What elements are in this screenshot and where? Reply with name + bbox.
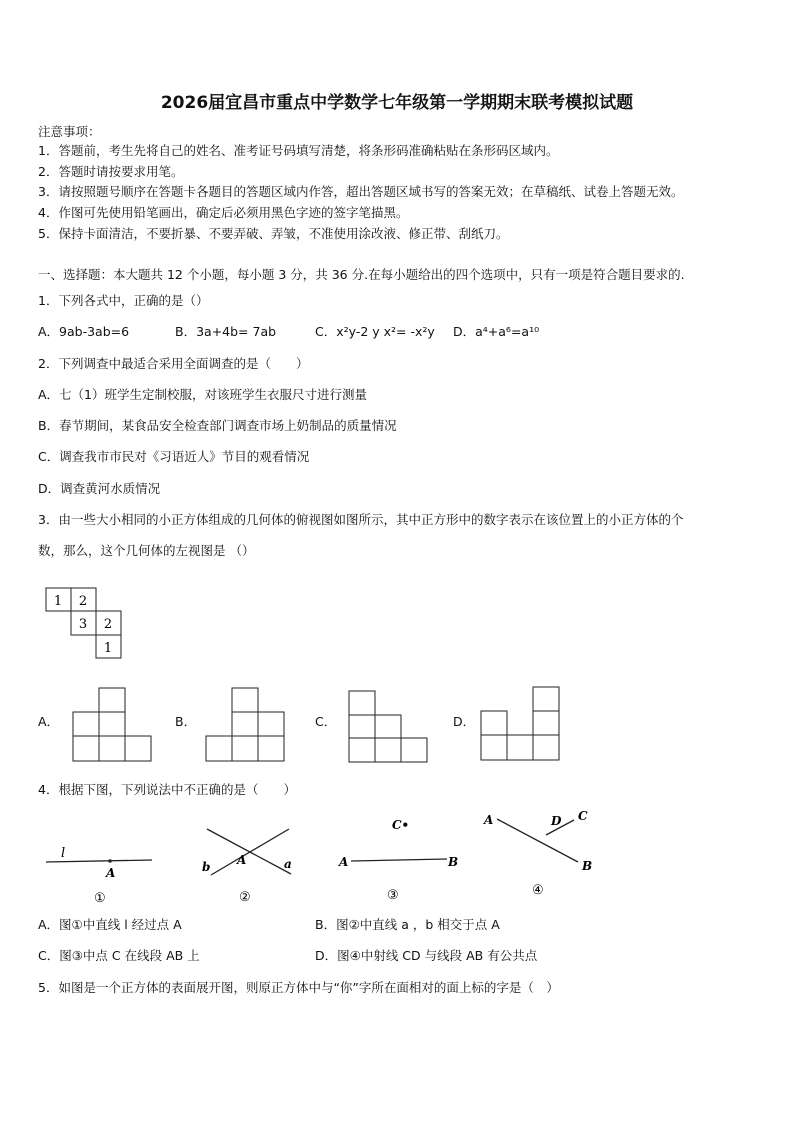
question-3-option-a-label: A．	[38, 714, 60, 729]
figure-number: ③	[387, 888, 399, 903]
question-2-option-b: B．春节期间，某食品安全检查部门调查市场上奶制品的质量情况	[38, 418, 397, 433]
question-1-option-d: D．a⁴+a⁶=a¹⁰	[453, 324, 540, 339]
point-c-label: C	[578, 809, 588, 823]
point-a-label: A	[106, 866, 116, 880]
notice-item: 2．答题时请按要求用笔。	[38, 164, 184, 179]
point-b-label: B	[448, 855, 459, 869]
question-4-option-d: D．图④中射线 CD 与线段 AB 有公共点	[315, 948, 538, 963]
grid-number: 1	[103, 641, 113, 656]
question-3-stem: 3．由一些大小相同的小正方体组成的几何体的俯视图如图所示，其中正方形中的数字表示在该位置上的小正方体的个	[38, 512, 684, 527]
question-4-stem: 4．根据下图，下列说法中不正确的是（ ）	[38, 782, 296, 797]
line-l-label: l	[61, 846, 66, 861]
question-4-option-a: A．图①中直线 l 经过点 A	[38, 917, 182, 932]
question-2-option-c: C．调查我市市民对《习语近人》节目的观看情况	[38, 449, 310, 464]
question-4-option-b: B．图②中直线 a ，b 相交于点 A	[315, 917, 500, 932]
grid-number: 2	[78, 594, 88, 609]
figure-4	[478, 803, 603, 903]
grid-number: 1	[53, 594, 63, 609]
notice-item: 1．答题前，考生先将自己的姓名、准考证号码填写清楚，将条形码准确粘贴在条形码区域内。	[38, 143, 559, 158]
question-2-stem: 2．下列调查中最适合采用全面调查的是（ ）	[38, 356, 309, 371]
notice-item: 5．保持卡面清洁，不要折暴、不要弄破、弄皱，不准使用涂改液、修正带、刮纸刀。	[38, 226, 509, 241]
grid-number: 3	[78, 617, 88, 632]
notice-heading: 注意事项：	[38, 124, 101, 139]
figure-number: ①	[94, 891, 106, 906]
question-2-option-d: D．调查黄河水质情况	[38, 481, 161, 496]
question-3-stem-cont: 数，那么，这个几何体的左视图是 （）	[38, 543, 255, 558]
notice-item: 3．请按照题号顺序在答题卡各题目的答题区域内作答，超出答题区域书写的答案无效；在草稿纸、试卷上答题无效。	[38, 184, 684, 199]
page-title: 2026届宜昌市重点中学数学七年级第一学期期末联考模拟试题	[160, 93, 634, 113]
question-3-option-b-label: B．	[175, 714, 197, 729]
notice-item: 4．作图可先使用铅笔画出，确定后必须用黑色字迹的签字笔描黑。	[38, 205, 409, 220]
question-2-option-a: A．七（1）班学生定制校服，对该班学生衣服尺寸进行测量	[38, 387, 368, 402]
question-1-option-b: B．3a+4b= 7ab	[175, 324, 277, 339]
figure-2	[195, 820, 305, 908]
line-a-label: a	[284, 857, 292, 871]
question-4-option-c: C．图③中点 C 在线段 AB 上	[38, 948, 200, 963]
figure-3	[335, 810, 465, 905]
point-a-label: A	[484, 813, 494, 827]
grid-number: 2	[103, 617, 113, 632]
question-1-option-c: C．x²y-2 y x²= -x²y	[315, 324, 435, 339]
question-5-stem: 5．如图是一个正方体的表面展开图，则原正方体中与“你”字所在面相对的面上标的字是（ ）	[38, 980, 559, 995]
option-a-figure	[72, 687, 154, 763]
point-d-label: D	[551, 814, 562, 828]
option-d-figure	[480, 686, 562, 762]
line-b-label: b	[202, 860, 211, 874]
point-a-label: A	[237, 853, 247, 867]
question-1-stem: 1．下列各式中，正确的是（）	[38, 293, 209, 308]
top-view-grid	[45, 587, 125, 661]
point-b-label: B	[582, 859, 593, 873]
point-c-label: C•	[392, 818, 410, 832]
figure-1	[40, 838, 160, 908]
question-1-option-a: A．9ab-3ab=6	[38, 324, 130, 339]
figure-number: ④	[532, 883, 544, 898]
question-3-option-d-label: D．	[453, 714, 476, 729]
option-b-figure	[205, 687, 287, 763]
figure-number: ②	[239, 890, 251, 905]
point-a-label: A	[339, 855, 349, 869]
option-c-figure	[348, 690, 430, 764]
section-heading: 一、选择题：本大题共 12 个小题，每小题 3 分，共 36 分.在每小题给出的四个选项中，只有一项是符合题目要求的.	[38, 267, 685, 282]
question-3-option-c-label: C．	[315, 714, 337, 729]
